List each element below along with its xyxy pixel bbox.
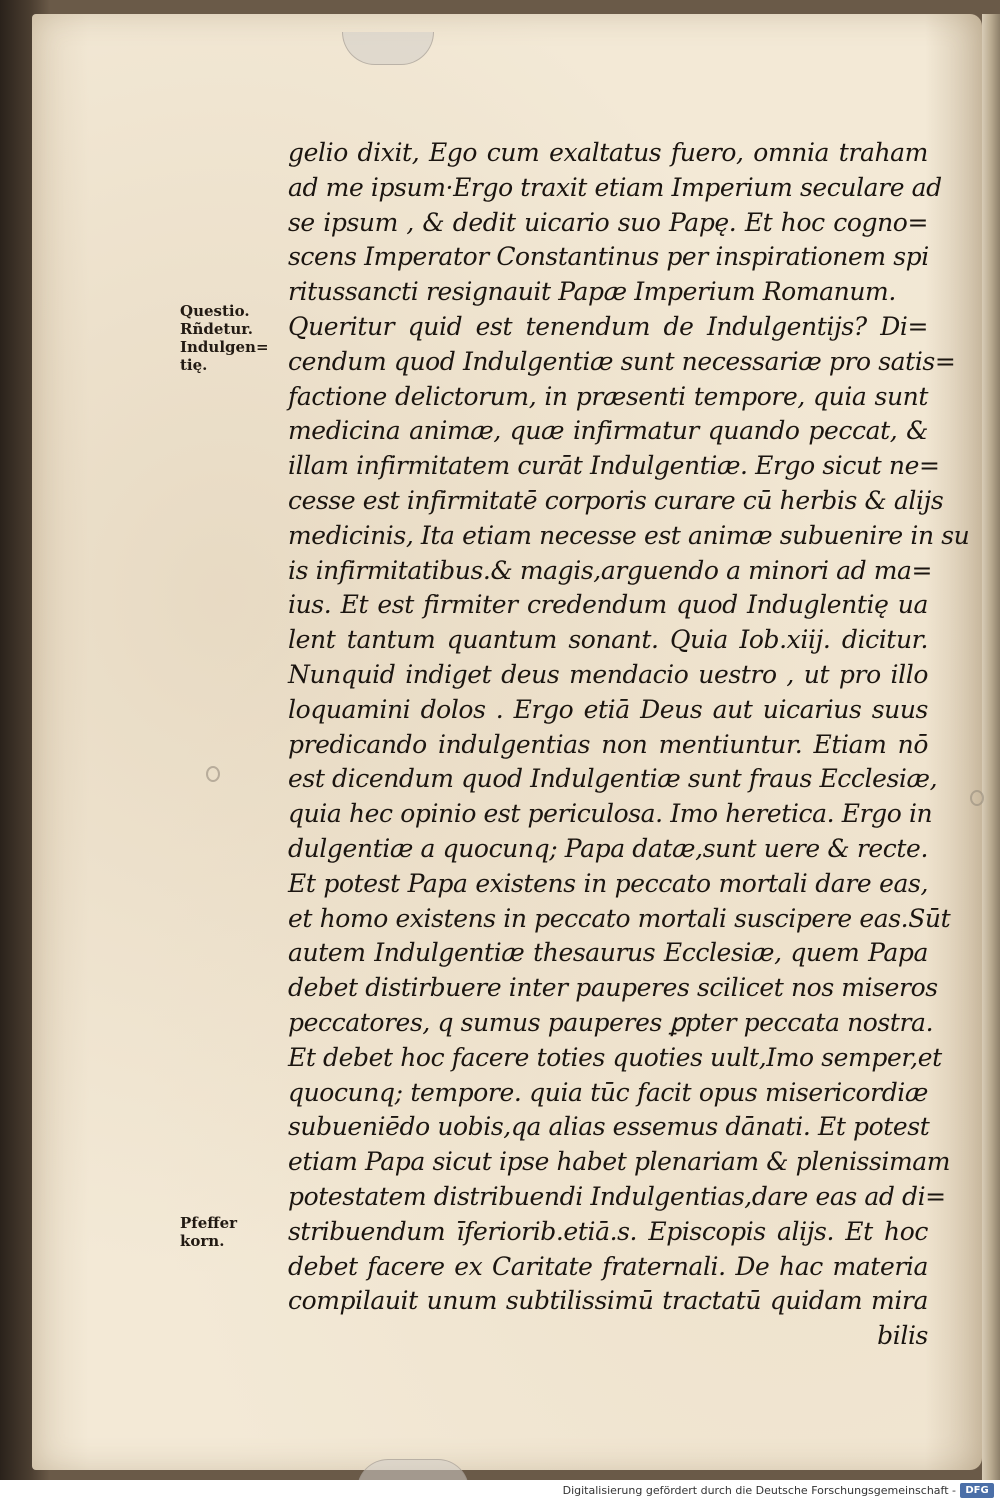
page-edge <box>982 14 1000 1480</box>
text-line: predicando indulgentias non mentiuntur. Etiam nō <box>288 729 928 759</box>
body-text <box>288 136 970 1354</box>
margin-note-questio <box>180 302 270 374</box>
text-line: factione delictorum, in præsenti tempore, quia sunt <box>288 381 928 411</box>
text-line: stribuendum īferiorib.etiā.s. Episcopis alijs. Et hoc <box>288 1216 928 1246</box>
text-line: se ipsum , & dedit uicario suo Papę. Et hoc cogno= <box>288 207 928 237</box>
text-line: quia hec opinio est periculosa. Imo heretica. Ergo in <box>288 799 933 829</box>
text-line: cendum quod Indulgentiæ sunt necessariæ pro satis= <box>288 346 956 376</box>
margin-note-pfefferkorn <box>180 1214 270 1250</box>
text-line: etiam Papa sicut ipse habet plenariam & plenissimam <box>288 1147 951 1177</box>
text-line: ad me ipsum·Ergo traxit etiam Imperium seculare ad <box>288 172 942 202</box>
text-line: debet distirbuere inter pauperes scilicet nos miseros <box>288 973 938 1003</box>
text-line: subueniēdo uobis,qa alias essemus dānati. Et potest <box>288 1112 930 1142</box>
margin-note-line: Rñdetur. <box>180 320 253 338</box>
text-line: ius. Et est firmiter credendum quod Induglentię ua <box>288 590 928 620</box>
text-line: compilauit unum subtilissimū tractatū quidam mira <box>288 1286 928 1316</box>
footer-bar <box>0 1480 1000 1502</box>
margin-note-line: Questio. <box>180 302 250 320</box>
text-line: et homo existens in peccato mortali suscipere eas.Sūt <box>288 903 951 933</box>
text-line: medicina animæ, quæ infirmatur quando peccat, & <box>288 416 928 446</box>
text-line: Queritur quid est tenendum de Indulgentijs? Di= <box>288 311 928 341</box>
text-line: debet facere ex Caritate fraternali. De hac materia <box>288 1251 928 1281</box>
text-line: Nunquid indiget deus mendacio uestro , ut pro illo <box>288 659 928 689</box>
text-line: loquamini dolos . Ergo etiā Deus aut uicarius suus <box>288 694 928 724</box>
text-line: Et potest Papa existens in peccato mortali dare eas, <box>288 868 928 898</box>
text-line: lent tantum quantum sonant. Quia Iob.xiij. dicitur. <box>288 625 928 655</box>
text-line: medicinis, Ita etiam necesse est animæ subuenire in su <box>288 520 970 550</box>
text-line: est dicendum quod Indulgentiæ sunt fraus Ecclesiæ, <box>288 764 938 794</box>
text-line: potestatem distribuendi Indulgentias,dare eas ad di= <box>288 1181 946 1211</box>
margin-note-line: Pfeffer <box>180 1214 238 1232</box>
catchword: bilis <box>877 1321 928 1351</box>
clip-tab-top <box>342 32 434 65</box>
dfg-logo[interactable]: DFG <box>960 1483 994 1498</box>
text-line: is infirmitatibus.& magis,arguendo a minori ad ma= <box>288 555 933 585</box>
margin-note-line: korn. <box>180 1232 225 1250</box>
text-line: scens Imperator Constantinus per inspirationem spi <box>288 242 929 272</box>
margin-note-line: Indulgen= <box>180 338 269 356</box>
text-line: Et debet hoc facere toties quoties uult,Imo semper,et <box>288 1042 942 1072</box>
text-line: autem Indulgentiæ thesaurus Ecclesiæ, quem Papa <box>288 938 928 968</box>
text-line: peccatores, q sumus pauperes ꝑpter peccata nostra. <box>288 1007 934 1037</box>
funding-credit: Digitalisierung gefördert durch die Deutsche Forschungsgemeinschaft - <box>562 1484 956 1497</box>
text-line: ritussancti resignauit Papæ Imperium Romanum. <box>288 277 896 307</box>
paper-hole-left <box>206 766 220 782</box>
text-line: illam infirmitatem curāt Indulgentiæ. Ergo sicut ne= <box>288 451 940 481</box>
margin-note-line: tię. <box>180 356 208 374</box>
paper-hole-right <box>970 790 984 806</box>
text-line: dulgentiæ a quocunq; Papa datæ,sunt uere & recte. <box>288 833 928 863</box>
text-line: cesse est infirmitatē corporis curare cū herbis & alijs <box>288 485 944 515</box>
text-line: quocunq; tempore. quia tūc facit opus misericordiæ <box>288 1077 928 1107</box>
text-line: gelio dixit, Ego cum exaltatus fuero, omnia traham <box>288 138 928 167</box>
